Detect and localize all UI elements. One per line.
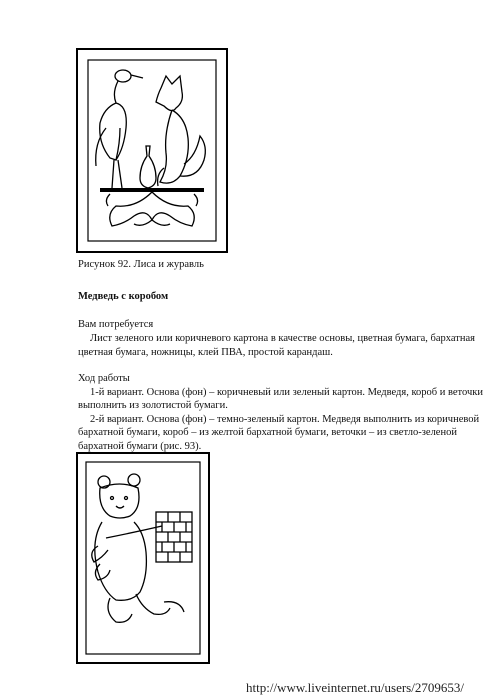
materials-line-1: Лист зеленого или коричневого картона в качестве основы, цветная бумага, бархатная (90, 333, 475, 344)
figure-92-caption: Рисунок 92. Лиса и журавль (78, 259, 204, 270)
materials-heading: Вам потребуется (78, 319, 154, 330)
figure-92-fox-and-crane (76, 48, 228, 253)
variant2-line-3: бархатной бумаги (рис. 93). (78, 441, 202, 452)
variant1-line-2: выполнить из золотистой бумаги. (78, 400, 228, 411)
materials-line-2: цветная бумага, ножницы, клей ПВА, простой карандаш. (78, 347, 333, 358)
variant2-line-1: 2-й вариант. Основа (фон) – темно-зеленый картон. Медведя выполнить из коричневой (90, 414, 480, 425)
figure-93-bear-with-basket (76, 452, 210, 664)
section-title: Медведь с коробом (78, 291, 169, 302)
procedure-heading: Ход работы (78, 373, 130, 384)
variant1-line-1: 1-й вариант. Основа (фон) – коричневый или зеленый картон. Медведя, короб и веточки (90, 387, 483, 398)
footer-url[interactable]: http://www.liveinternet.ru/users/2709653/ (246, 680, 464, 695)
variant2-line-2: бархатной бумаги, короб – из желтой бархатной бумаги, веточки – из светло-зеленой (78, 427, 457, 438)
